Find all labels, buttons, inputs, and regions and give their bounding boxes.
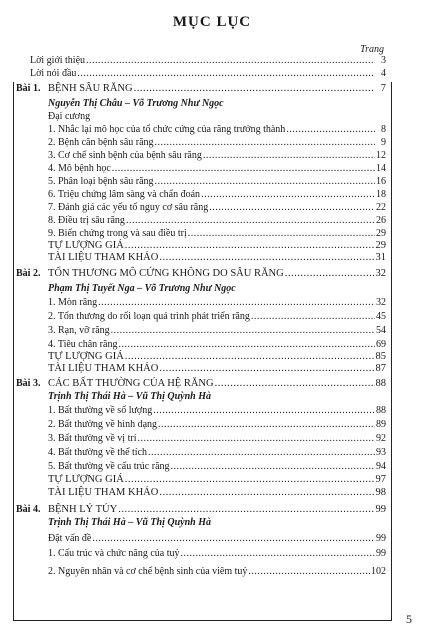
entry-text: 1. Mòn răng	[48, 297, 98, 308]
lesson-label: Bài 4.	[16, 504, 41, 515]
entry-text: 1. Cấu trúc và chức năng của tuỷ	[48, 548, 180, 559]
entry-page: 85	[375, 351, 386, 362]
lesson-heading	[48, 268, 386, 280]
entry-page: 87	[375, 363, 386, 374]
lesson-heading	[48, 83, 386, 95]
entry-text: 2. Tổn thương do rối loạn quá trình phát triển răng	[48, 311, 250, 322]
entry-text: 6. Triệu chứng lâm sàng và chẩn đoán	[48, 189, 201, 200]
toc-entry	[48, 533, 386, 545]
toc-entry	[48, 419, 386, 431]
entry-text: TỰ LƯỢNG GIÁ	[48, 474, 124, 485]
entry-page: 98	[375, 487, 386, 498]
toc-entry	[48, 311, 386, 323]
entry-page: 54	[376, 325, 386, 336]
toc-entry	[48, 189, 386, 201]
entry-text: Đại cương	[48, 111, 91, 122]
toc-entry	[48, 339, 386, 351]
toc-entry	[48, 548, 386, 560]
entry-text: Lời giới thiệu	[30, 55, 86, 66]
entry-text: 2. Bệnh căn bệnh sâu răng	[48, 137, 154, 148]
toc-entry	[48, 297, 386, 309]
lesson-author: Trịnh Thị Thái Hà – Vũ Thị Quỳnh Hà	[48, 517, 212, 528]
entry-page: 99	[375, 504, 386, 515]
entry-page: 29	[376, 228, 386, 239]
entry-text: 2. Nguyên nhân và cơ chế bệnh sinh của viêm tuỷ	[48, 566, 248, 577]
lesson-title: TỔN THƯƠNG MÔ CỨNG KHÔNG DO SÂU RĂNG	[48, 268, 284, 279]
entry-page: 45	[376, 311, 386, 322]
entry-text: 5. Phân loại bệnh sâu răng	[48, 176, 154, 187]
toc-entry	[48, 566, 386, 578]
entry-text: 5. Bất thường về cấu trúc răng	[48, 461, 170, 472]
toc-entry	[48, 228, 386, 240]
entry-page: 29	[375, 240, 386, 251]
entry-page: 31	[375, 252, 386, 263]
toc-entry	[48, 461, 386, 473]
toc-entry	[48, 150, 386, 162]
entry-page: 32	[375, 268, 386, 279]
entry-page: 99	[376, 533, 386, 544]
toc-entry	[30, 68, 386, 80]
entry-text: 1. Nhắc lại mô học của tổ chức cứng của răng trưởng thành	[48, 124, 286, 135]
entry-text: 4. Bất thường về thể tích	[48, 447, 148, 458]
toc-entry	[48, 447, 386, 459]
toc-entry	[48, 474, 386, 486]
toc-entry	[48, 124, 386, 136]
entry-text: 3. Cơ chế sinh bệnh của bệnh sâu răng	[48, 150, 202, 161]
toc-entry	[48, 351, 386, 363]
lesson-title: BỆNH LÝ TỦY	[48, 504, 118, 515]
entry-text: TÀI LIỆU THAM KHẢO	[48, 252, 159, 263]
toc-entry	[48, 202, 386, 214]
entry-text: 8. Điều trị sâu răng	[48, 215, 125, 226]
entry-page: 14	[376, 163, 386, 174]
entry-page: 69	[376, 339, 386, 350]
entry-text: 2. Bất thường về hình dạng	[48, 419, 158, 430]
toc-entry	[48, 176, 386, 188]
toc-entry	[48, 363, 386, 375]
entry-page: 22	[376, 202, 386, 213]
entry-page: 18	[376, 189, 386, 200]
page-title: MỤC LỤC	[172, 14, 252, 30]
entry-page: 32	[376, 297, 386, 308]
toc-entry	[48, 405, 386, 417]
toc-entry	[48, 325, 386, 337]
entry-page: 3	[381, 55, 386, 66]
lesson-label: Bài 1.	[16, 83, 41, 94]
entry-text: 3. Rạn, vỡ răng	[48, 325, 110, 336]
entry-text: TỰ LƯỢNG GIÁ	[48, 351, 124, 362]
lesson-title: BỆNH SÂU RĂNG	[48, 83, 133, 94]
lesson-title: CÁC BẤT THƯỜNG CỦA HỆ RĂNG	[48, 378, 214, 389]
lesson-label: Bài 2.	[16, 268, 41, 279]
entry-page: 102	[371, 566, 386, 577]
toc-entry	[48, 240, 386, 252]
lesson-heading	[48, 378, 386, 390]
page-column-label: Trang	[360, 44, 384, 55]
lesson-author: Nguyễn Thị Châu – Võ Trương Như Ngọc	[48, 98, 224, 109]
toc-entry	[48, 433, 386, 445]
entry-text: Lời nói đầu	[30, 68, 77, 79]
entry-text: 7. Đánh giá các yếu tố nguy cơ sâu răng	[48, 202, 209, 213]
page-number: 5	[406, 612, 412, 626]
toc-entry	[48, 137, 386, 149]
lesson-author: Trịnh Thị Thái Hà – Vũ Thị Quỳnh Hà	[48, 391, 212, 402]
toc-entry	[48, 487, 386, 499]
entry-page: 93	[376, 447, 386, 458]
entry-page: 92	[376, 433, 386, 444]
lesson-heading	[48, 504, 386, 516]
entry-text: 9. Biến chứng trong và sau điều trị	[48, 228, 187, 239]
entry-page: 4	[381, 68, 386, 79]
entry-text: Đặt vấn đề	[48, 533, 92, 544]
entry-page: 88	[376, 405, 386, 416]
lesson-label: Bài 3.	[16, 378, 41, 389]
entry-page: 94	[376, 461, 386, 472]
lesson-author: Phạm Thị Tuyết Nga – Võ Trương Như Ngọc	[48, 283, 236, 294]
entry-text: 1. Bất thường về số lượng	[48, 405, 153, 416]
toc-entry	[30, 55, 386, 67]
entry-text: TÀI LIỆU THAM KHẢO	[48, 487, 159, 498]
entry-page: 9	[381, 137, 386, 148]
entry-page: 97	[375, 474, 386, 485]
toc-entry	[48, 215, 386, 227]
entry-page: 8	[381, 124, 386, 135]
entry-text: 4. Tiêu chân răng	[48, 339, 118, 350]
toc-entry	[48, 163, 386, 175]
entry-page: 12	[376, 150, 386, 161]
toc-entry	[48, 252, 386, 264]
entry-text: TÀI LIỆU THAM KHẢO	[48, 363, 159, 374]
entry-page: 89	[376, 419, 386, 430]
entry-page: 99	[376, 548, 386, 559]
entry-text: 3. Bất thường về vị trí	[48, 433, 137, 444]
entry-text: 4. Mô bệnh học	[48, 163, 111, 174]
entry-page: 88	[375, 378, 386, 389]
entry-text: TỰ LƯỢNG GIÁ	[48, 240, 124, 251]
entry-page: 16	[376, 176, 386, 187]
entry-page: 26	[376, 215, 386, 226]
toc-entry	[48, 111, 278, 123]
entry-page: 7	[380, 83, 386, 94]
